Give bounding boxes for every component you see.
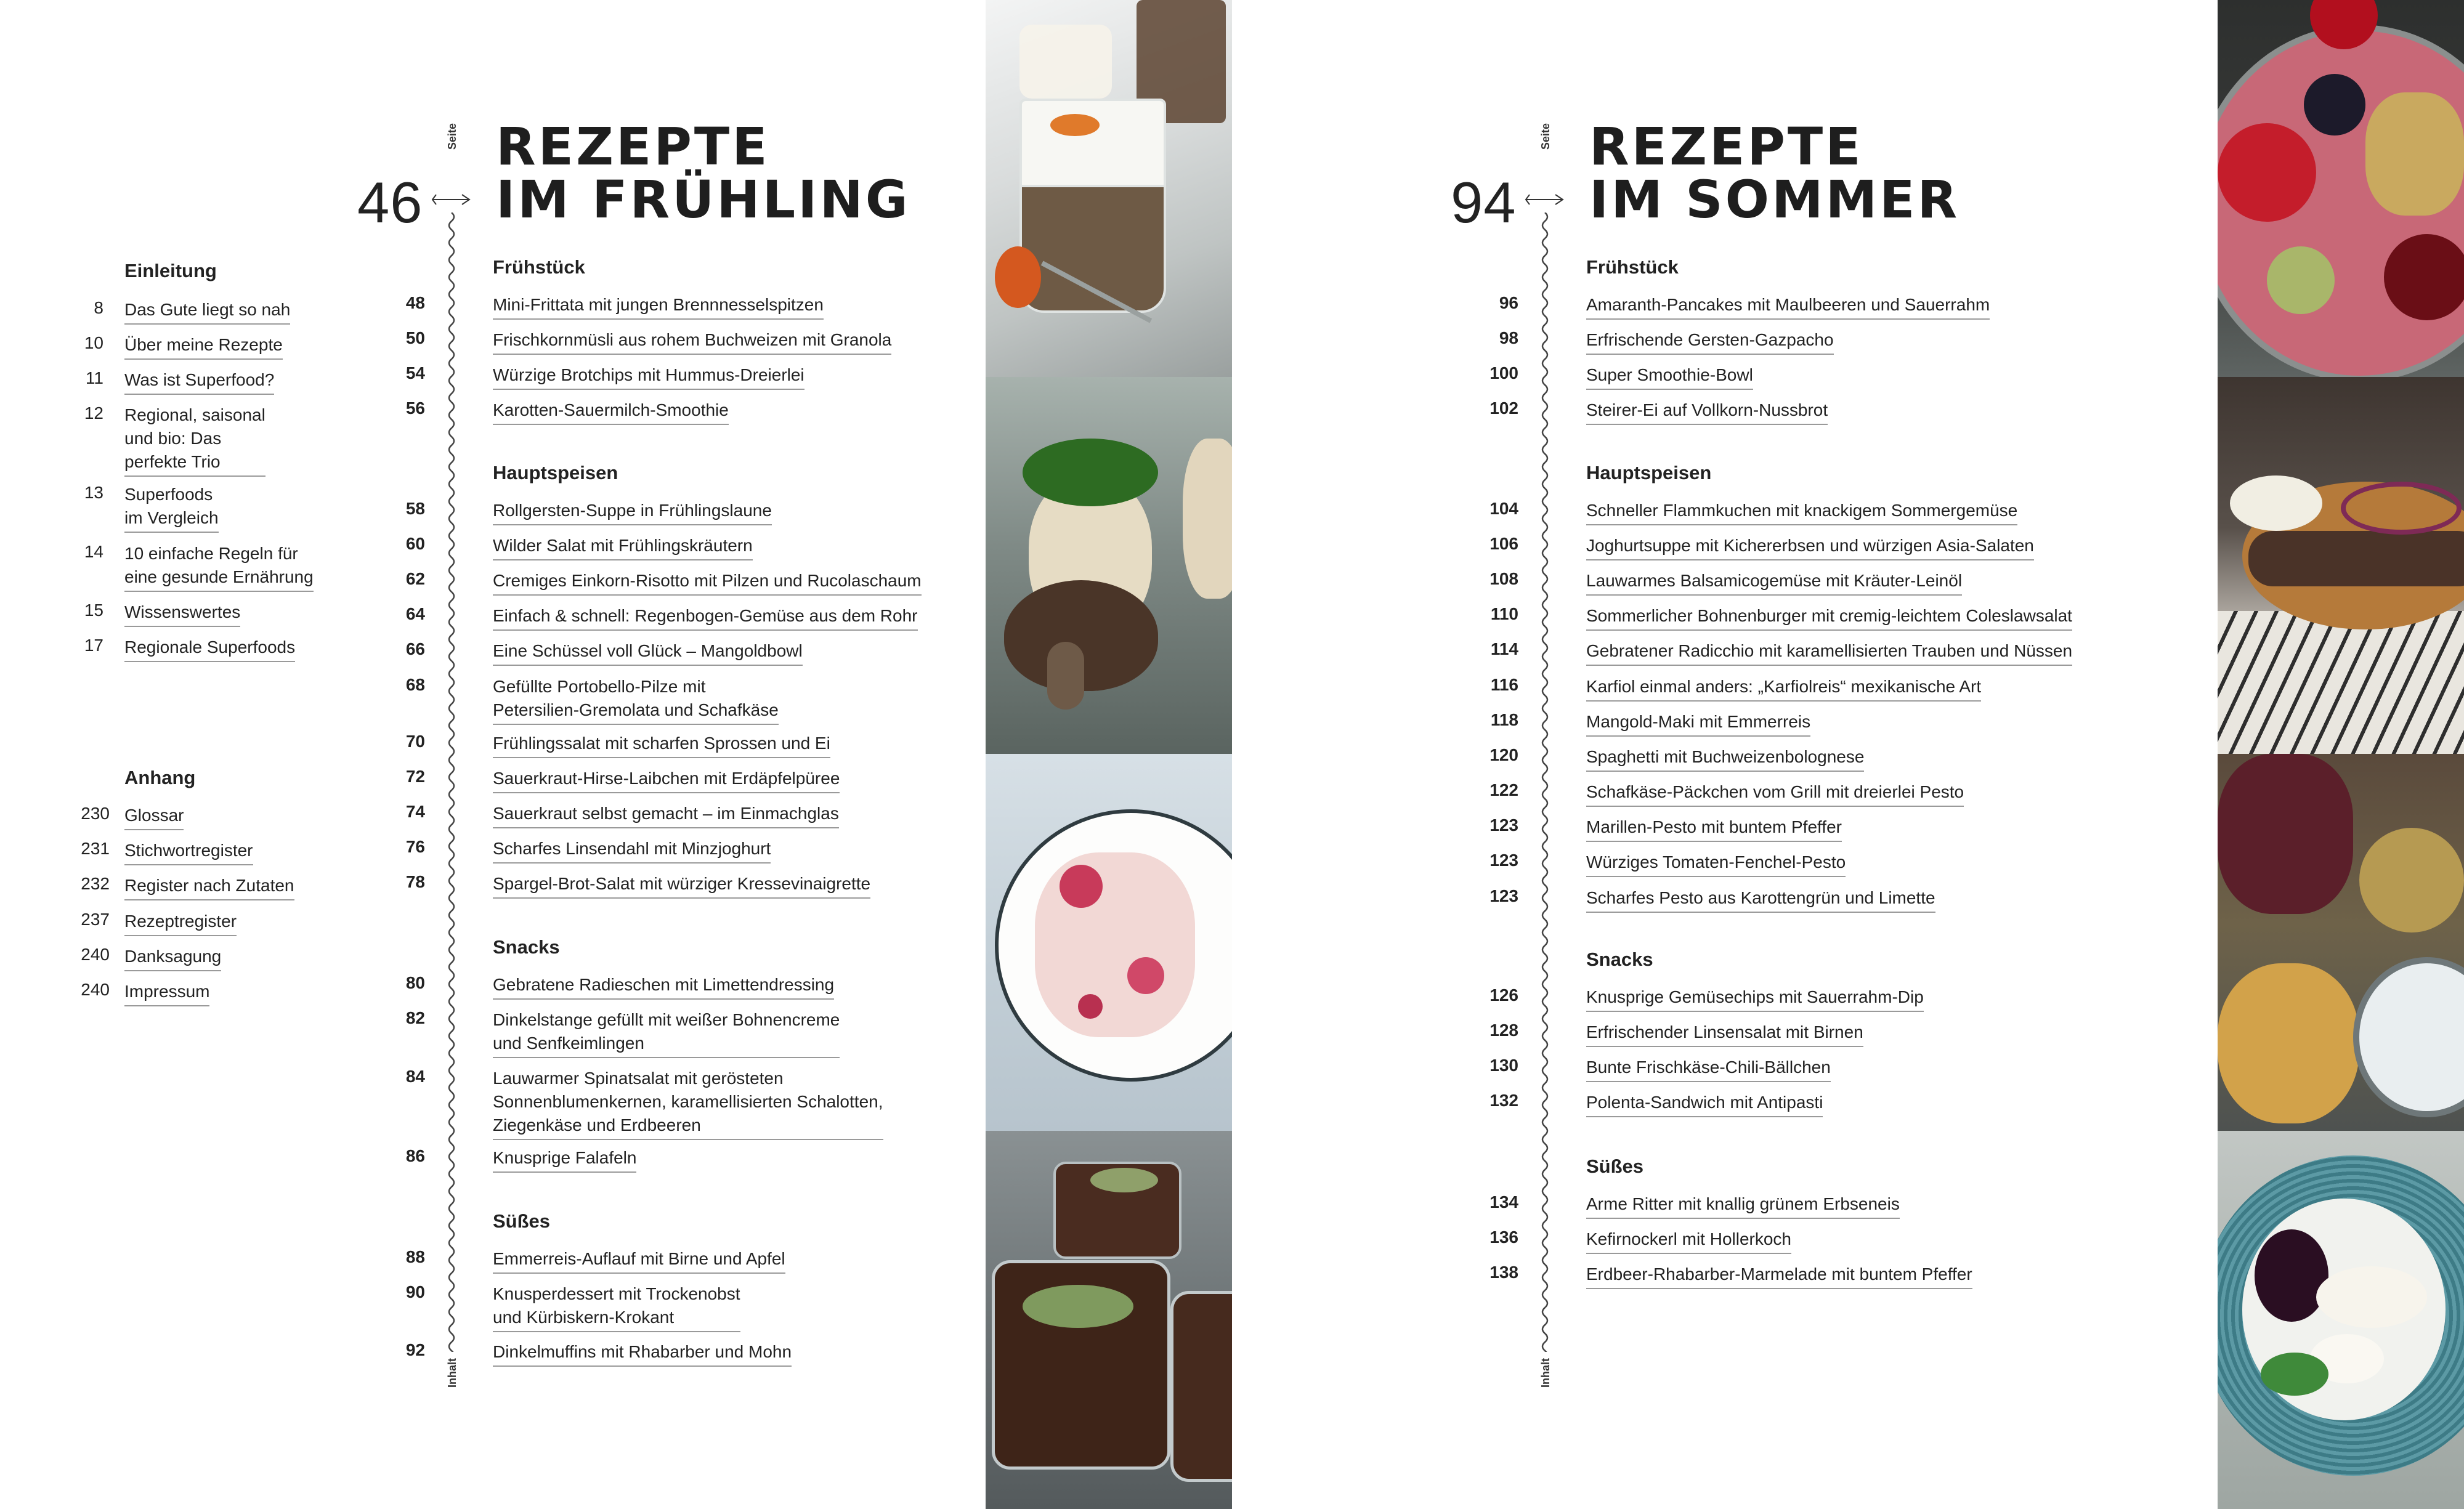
toc-entry-title[interactable]: Über meine Rezepte	[124, 333, 283, 360]
toc-entry-title[interactable]: Knusprige Gemüsechips mit Sauerrahm-Dip	[1586, 985, 1924, 1012]
toc-group-heading: Süßes	[1586, 1155, 1644, 1177]
toc-page-number: 232	[81, 874, 110, 893]
toc-entry-title[interactable]: Rezeptregister	[124, 910, 237, 936]
toc-page-number: 128	[1489, 1021, 1518, 1040]
toc-entry-title[interactable]: Superfoods im Vergleich	[124, 483, 219, 533]
toc-page-number: 56	[405, 398, 425, 418]
toc-page-number: 14	[84, 542, 103, 561]
toc-entry-title[interactable]: Karotten-Sauermilch-Smoothie	[493, 398, 729, 425]
toc-entry-title[interactable]: Sauerkraut-Hirse-Laibchen mit Erdäpfelpüree	[493, 767, 840, 793]
section-title-line2: IM FRÜHLING	[496, 169, 910, 230]
toc-page-number: 126	[1489, 985, 1518, 1005]
toc-entry-title[interactable]: 10 einfache Regeln für eine gesunde Ernährung	[124, 542, 314, 592]
toc-page-number: 15	[84, 601, 103, 620]
toc-entry-title[interactable]: Kefirnockerl mit Hollerkoch	[1586, 1228, 1791, 1254]
section-title-line2: IM SOMMER	[1589, 169, 1960, 230]
toc-page-number: 123	[1489, 851, 1518, 870]
toc-entry-title[interactable]: Glossar	[124, 804, 184, 830]
toc-entry-title[interactable]: Stichwortregister	[124, 839, 253, 865]
toc-page-number: 110	[1490, 604, 1518, 623]
toc-entry-title[interactable]: Impressum	[124, 980, 209, 1006]
toc-group-heading: Snacks	[493, 936, 560, 958]
toc-entry-title[interactable]: Mini-Frittata mit jungen Brennnesselspitzen	[493, 293, 824, 320]
toc-entry-title[interactable]: Knusperdessert mit Trockenobst und Kürbiskern-Krokant	[493, 1282, 740, 1332]
toc-page-number: 86	[405, 1146, 425, 1165]
toc-page-number: 64	[405, 604, 425, 623]
toc-page-number: 104	[1489, 499, 1518, 518]
toc-entry-title[interactable]: Frischkornmüsli aus rohem Buchweizen mit Granola	[493, 328, 891, 355]
toc-page-number: 130	[1489, 1056, 1518, 1075]
page-label-inhalt: Inhalt	[1539, 1358, 1552, 1388]
smoothie-bowl-photo	[2218, 0, 2464, 377]
toc-entry-title[interactable]: Gebratene Radieschen mit Limettendressing	[493, 973, 834, 1000]
toc-group-heading: Hauptspeisen	[493, 462, 618, 483]
toc-entry-title[interactable]: Dinkelstange gefüllt mit weißer Bohnencreme und Senfkeimlingen	[493, 1008, 840, 1058]
toc-entry-title[interactable]: Gebratener Radicchio mit karamellisierten Trauben und Nüssen	[1586, 639, 2072, 666]
toc-entry-title[interactable]: Lauwarmes Balsamicogemüse mit Kräuter-Leinöl	[1586, 569, 1962, 596]
toc-page-number: 84	[405, 1067, 425, 1086]
toc-page-number: 240	[81, 945, 110, 964]
toc-page-number: 118	[1490, 710, 1518, 729]
toc-entry-title[interactable]: Mangold-Maki mit Emmerreis	[1586, 710, 1810, 737]
section-start-page: 94	[1451, 170, 1517, 235]
toc-page-number: 106	[1489, 534, 1518, 553]
toc-group-heading: Frühstück	[1586, 256, 1679, 278]
section-start-page: 46	[357, 170, 423, 235]
arrow-icon	[431, 192, 472, 207]
toc-page-number: 100	[1489, 363, 1518, 382]
toc-entry-title[interactable]: Erdbeer-Rhabarber-Marmelade mit buntem Pfeffer	[1586, 1263, 1972, 1289]
toc-entry-title[interactable]: Steirer-Ei auf Vollkorn-Nussbrot	[1586, 398, 1828, 425]
toc-entry-title[interactable]: Emmerreis-Auflauf mit Birne und Apfel	[493, 1247, 785, 1274]
toc-entry-title[interactable]: Würzige Brotchips mit Hummus-Dreierlei	[493, 363, 804, 390]
toc-entry-title[interactable]: Marillen-Pesto mit buntem Pfeffer	[1586, 815, 1842, 842]
toc-page-number: 116	[1490, 675, 1518, 694]
toc-page-number: 134	[1489, 1192, 1518, 1212]
toc-group-heading: Süßes	[493, 1210, 551, 1232]
toc-page-number: 108	[1489, 569, 1518, 588]
toc-group-heading: Frühstück	[493, 256, 585, 278]
toc-entry-title[interactable]: Regional, saisonal und bio: Das perfekte Trio	[124, 403, 265, 477]
toc-entry-title[interactable]: Das Gute liegt so nah	[124, 298, 290, 325]
radish-plate-photo	[986, 754, 1232, 1131]
page-label-inhalt: Inhalt	[446, 1358, 458, 1388]
toc-page-number: 90	[405, 1282, 425, 1301]
toc-entry-title[interactable]: Rollgersten-Suppe in Frühlingslaune	[493, 499, 772, 525]
toc-page-number: 8	[94, 298, 103, 317]
toc-page-number: 102	[1489, 398, 1518, 418]
toc-entry-title[interactable]: Arme Ritter mit knallig grünem Erbseneis	[1586, 1192, 1900, 1219]
toc-page-number: 240	[81, 980, 110, 999]
stuffed-mushroom-photo	[986, 377, 1232, 754]
toc-page-number: 230	[81, 804, 110, 823]
toc-entry-title[interactable]: Sommerlicher Bohnenburger mit cremig-leichtem Coleslawsalat	[1586, 604, 2072, 631]
toc-entry-title[interactable]: Bunte Frischkäse-Chili-Bällchen	[1586, 1056, 1831, 1082]
toc-page-number: 123	[1489, 815, 1518, 835]
toc-entry-title[interactable]: Regionale Superfoods	[124, 636, 295, 662]
wavy-divider	[1539, 212, 1551, 1352]
toc-page-number: 68	[405, 675, 425, 694]
toc-page-number: 60	[405, 534, 425, 553]
toc-page-number: 82	[405, 1008, 425, 1027]
page-label-seite: Seite	[1539, 123, 1552, 150]
toc-entry-title[interactable]: Wissenswertes	[124, 601, 240, 627]
toc-page-number: 138	[1489, 1263, 1518, 1282]
toc-entry-title[interactable]: Karfiol einmal anders: „Karfiolreis“ mexikanische Art	[1586, 675, 1981, 702]
section-title-line1: REZEPTE	[1589, 116, 1863, 177]
toc-page-number: 122	[1489, 780, 1518, 799]
toc-page-number: 237	[81, 910, 110, 929]
toc-page-number: 231	[81, 839, 110, 858]
toc-page-number: 70	[405, 732, 425, 751]
bean-burger-photo	[2218, 377, 2464, 754]
toc-entry-title[interactable]: Register nach Zutaten	[124, 874, 294, 900]
yogurt-jar-photo	[986, 0, 1232, 377]
toc-entry-title[interactable]: Einfach & schnell: Regenbogen-Gemüse aus dem Rohr	[493, 604, 918, 631]
toc-entry-title[interactable]: Gefüllte Portobello-Pilze mit Petersilien-Gremolata und Schafkäse	[493, 675, 779, 725]
toc-page-number: 66	[405, 639, 425, 658]
toc-page-number: 54	[405, 363, 425, 382]
toc-page-number: 78	[405, 872, 425, 891]
toc-entry-title[interactable]: Erfrischender Linsensalat mit Birnen	[1586, 1021, 1863, 1047]
toc-page-number: 13	[84, 483, 103, 502]
toc-entry-title[interactable]: Scharfes Linsendahl mit Minzjoghurt	[493, 837, 771, 864]
kefir-dumplings-photo	[2218, 1131, 2464, 1509]
toc-entry-title[interactable]: Scharfes Pesto aus Karottengrün und Limette	[1586, 886, 1935, 913]
toc-entry-title[interactable]: Joghurtsuppe mit Kichererbsen und würzigen Asia-Salaten	[1586, 534, 2034, 560]
toc-page-number: 120	[1489, 745, 1518, 764]
vegetable-chips-photo	[2218, 754, 2464, 1131]
page-label-seite: Seite	[446, 123, 458, 150]
toc-group-heading: Anhang	[124, 767, 196, 788]
toc-page-number: 72	[405, 767, 425, 786]
toc-page-number: 123	[1489, 886, 1518, 905]
toc-entry-title[interactable]: Polenta-Sandwich mit Antipasti	[1586, 1091, 1823, 1117]
toc-page-number: 98	[1499, 328, 1518, 347]
toc-entry-title[interactable]: Danksagung	[124, 945, 221, 971]
toc-page-number: 80	[405, 973, 425, 992]
toc-page-number: 58	[405, 499, 425, 518]
toc-entry-title[interactable]: Dinkelmuffins mit Rhabarber und Mohn	[493, 1340, 792, 1367]
toc-page-number: 132	[1489, 1091, 1518, 1110]
toc-page-number: 50	[405, 328, 425, 347]
toc-page-number: 96	[1499, 293, 1518, 312]
toc-page-number: 88	[405, 1247, 425, 1266]
toc-page-number: 74	[405, 802, 425, 821]
toc-entry-title[interactable]: Würziges Tomaten-Fenchel-Pesto	[1586, 851, 1846, 877]
toc-entry-title[interactable]: Spaghetti mit Buchweizenbolognese	[1586, 745, 1864, 772]
toc-entry-title[interactable]: Cremiges Einkorn-Risotto mit Pilzen und Rucolaschaum	[493, 569, 922, 596]
toc-page-number: 48	[405, 293, 425, 312]
arrow-icon	[1525, 192, 1565, 207]
section-title-line1: REZEPTE	[496, 116, 770, 177]
toc-group-heading: Einleitung	[124, 260, 217, 281]
toc-page-number: 62	[405, 569, 425, 588]
toc-entry-title[interactable]: Sauerkraut selbst gemacht – im Einmachglas	[493, 802, 839, 828]
toc-page-number: 114	[1490, 639, 1518, 658]
toc-page-number: 76	[405, 837, 425, 856]
toc-entry-title[interactable]: Erfrischende Gersten-Gazpacho	[1586, 328, 1834, 355]
toc-entry-title[interactable]: Frühlingssalat mit scharfen Sprossen und Ei	[493, 732, 830, 758]
toc-page-number: 136	[1489, 1228, 1518, 1247]
toc-entry-title[interactable]: Knusprige Falafeln	[493, 1146, 636, 1173]
toc-page-number: 11	[85, 368, 103, 387]
toc-page-number: 17	[84, 636, 103, 655]
toc-page-number: 12	[84, 403, 103, 423]
toc-entry-title[interactable]: Schafkäse-Päckchen vom Grill mit dreierlei Pesto	[1586, 780, 1964, 807]
toc-entry-title[interactable]: Spargel-Brot-Salat mit würziger Kressevinaigrette	[493, 872, 870, 899]
toc-entry-title[interactable]: Lauwarmer Spinatsalat mit gerösteten Sonnenblumenkernen, karamellisierten Schalotten, Ziegenkäse und Erdbeeren	[493, 1067, 883, 1140]
toc-entry-title[interactable]: Super Smoothie-Bowl	[1586, 363, 1753, 390]
toc-group-heading: Snacks	[1586, 949, 1653, 970]
toc-entry-title[interactable]: Wilder Salat mit Frühlingskräutern	[493, 534, 753, 560]
dessert-jars-photo	[986, 1131, 1232, 1509]
toc-entry-title[interactable]: Was ist Superfood?	[124, 368, 274, 395]
toc-page-number: 92	[405, 1340, 425, 1359]
wavy-divider	[445, 212, 458, 1352]
toc-entry-title[interactable]: Amaranth-Pancakes mit Maulbeeren und Sauerrahm	[1586, 293, 1990, 320]
toc-group-heading: Hauptspeisen	[1586, 462, 1712, 483]
toc-entry-title[interactable]: Schneller Flammkuchen mit knackigem Sommergemüse	[1586, 499, 2017, 525]
toc-entry-title[interactable]: Eine Schüssel voll Glück – Mangoldbowl	[493, 639, 803, 666]
toc-page-number: 10	[84, 333, 103, 352]
